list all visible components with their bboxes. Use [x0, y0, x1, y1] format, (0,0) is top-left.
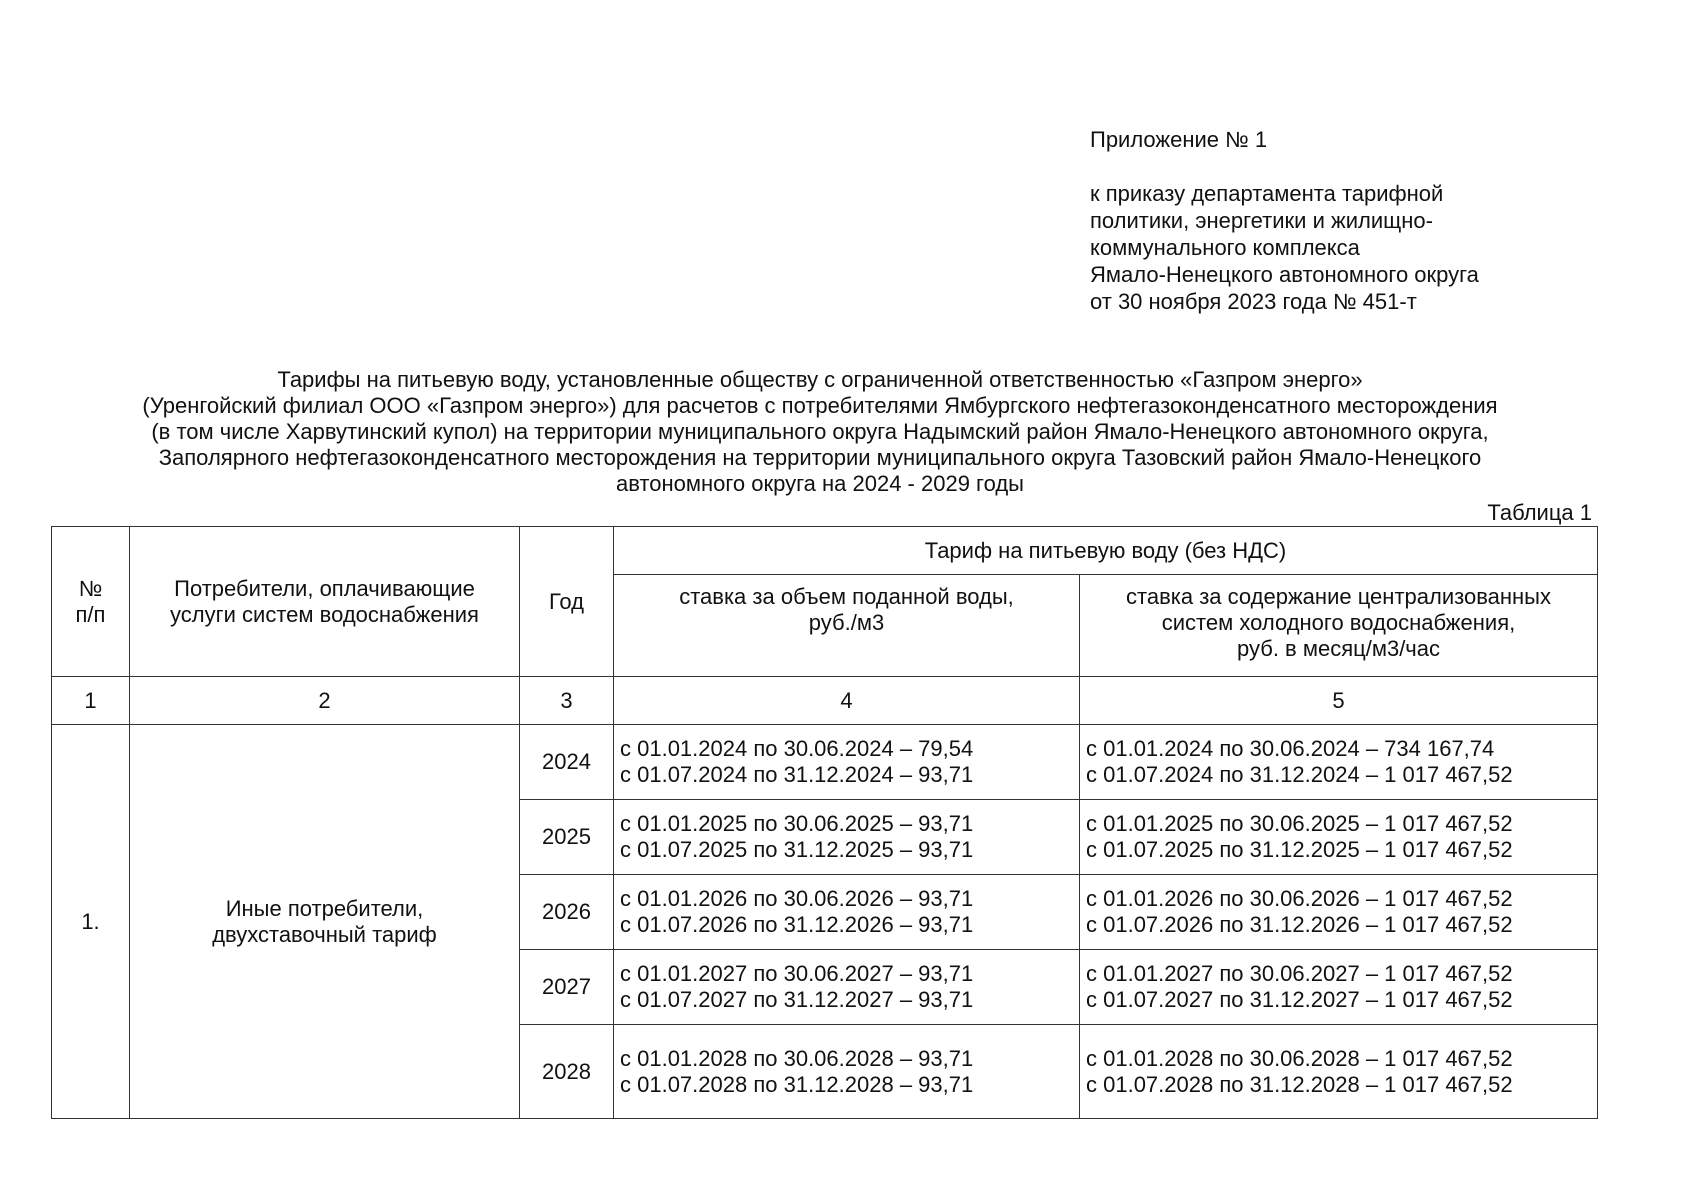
row-number: 1.: [52, 725, 130, 1119]
maintenance-rate-cell: [1080, 800, 1598, 875]
title-line: автономного округа на 2024 - 2029 годы: [615, 471, 1024, 496]
header-maint-line: ставка за содержание централизованных: [1126, 584, 1551, 609]
rate-line: с 01.01.2028 по 30.06.2028 – 93,71: [620, 1045, 974, 1071]
year-cell: 2028: [520, 1025, 614, 1119]
rate-line: с 01.07.2028 по 31.12.2028 – 1 017 467,52: [1086, 1071, 1513, 1097]
appendix-line: к приказу департамента тарифной: [1090, 181, 1444, 206]
appendix-line: коммунального комплекса: [1090, 235, 1360, 260]
rate-line: с 01.01.2028 по 30.06.2028 – 1 017 467,52: [1086, 1045, 1513, 1071]
appendix-line: от 30 ноября 2023 года № 451-т: [1090, 289, 1417, 314]
rate-line: с 01.01.2026 по 30.06.2026 – 93,71: [620, 886, 974, 911]
rate-line: с 01.01.2026 по 30.06.2026 – 1 017 467,52: [1086, 886, 1513, 911]
rate-line: с 01.07.2024 по 31.12.2024 – 93,71: [620, 762, 974, 787]
appendix-gap: [1090, 153, 1610, 180]
appendix-block: [1090, 126, 1610, 315]
column-number: 3: [520, 677, 614, 725]
rate-line: с 01.07.2026 по 31.12.2026 – 93,71: [620, 912, 974, 937]
rate-line: с 01.07.2025 по 31.12.2025 – 93,71: [620, 837, 974, 862]
header-volume-line: руб./м3: [808, 610, 885, 635]
maintenance-rate-cell: [1080, 725, 1598, 800]
header-num: [52, 527, 130, 677]
header-num-line: п/п: [75, 601, 106, 627]
column-number: 2: [130, 677, 520, 725]
rate-line: с 01.07.2024 по 31.12.2024 – 1 017 467,52: [1086, 762, 1513, 787]
title-line: Тарифы на питьевую воду, установленные обществу с ограниченной ответственностью «Газпром энерго»: [277, 367, 1363, 392]
appendix-line: политики, энергетики и жилищно-: [1090, 208, 1433, 233]
header-volume-rate: [614, 575, 1080, 677]
volume-rate-cell: [614, 875, 1080, 950]
rate-line: с 01.07.2027 по 31.12.2027 – 1 017 467,52: [1086, 987, 1513, 1012]
header-consumers-line: услуги систем водоснабжения: [170, 601, 479, 627]
title-line: (Уренгойский филиал ООО «Газпром энерго») для расчетов с потребителями Ямбургского нефтегазоконденсатного месторождения: [142, 393, 1498, 418]
maintenance-rate-cell: [1080, 1025, 1598, 1119]
year-cell: 2024: [520, 725, 614, 800]
volume-rate-cell: [614, 950, 1080, 1025]
header-num-line: №: [78, 575, 103, 601]
table-label: Таблица 1: [1487, 500, 1592, 525]
document-title: [40, 367, 1600, 497]
year-cell: 2027: [520, 950, 614, 1025]
header-volume-line: ставка за объем поданной воды,: [679, 584, 1014, 609]
header-year: Год: [520, 527, 614, 677]
table-row: [52, 725, 1598, 800]
column-number: 1: [52, 677, 130, 725]
rate-line: с 01.01.2027 по 30.06.2027 – 1 017 467,52: [1086, 961, 1513, 986]
tariff-table: [51, 526, 1598, 1119]
column-number: 5: [1080, 677, 1598, 725]
title-line: (в том числе Харвутинский купол) на территории муниципального округа Надымский район Ямало-Ненецкого автономного округа,: [151, 419, 1489, 444]
year-cell: 2025: [520, 800, 614, 875]
year-cell: 2026: [520, 875, 614, 950]
volume-rate-cell: [614, 1025, 1080, 1119]
header-consumers-line: Потребители, оплачивающие: [174, 575, 475, 601]
header-consumers: [130, 527, 520, 677]
header-row: [52, 527, 1598, 575]
rate-line: с 01.01.2027 по 30.06.2027 – 93,71: [620, 961, 974, 986]
title-line: Заполярного нефтегазоконденсатного месторождения на территории муниципального округа Тазовский район Ямало-Ненецкого: [158, 445, 1482, 470]
rate-line: с 01.07.2026 по 31.12.2026 – 1 017 467,52: [1086, 912, 1513, 937]
volume-rate-cell: [614, 800, 1080, 875]
rate-line: с 01.07.2025 по 31.12.2025 – 1 017 467,52: [1086, 837, 1513, 862]
appendix-line: Ямало-Ненецкого автономного округа: [1090, 262, 1479, 287]
consumer-line: Иные потребители,: [225, 895, 424, 921]
rate-line: с 01.01.2024 по 30.06.2024 – 734 167,74: [1086, 736, 1495, 761]
header-maint-line: руб. в месяц/м3/час: [1236, 636, 1441, 661]
rate-line: с 01.01.2024 по 30.06.2024 – 79,54: [620, 736, 974, 761]
column-numbers-row: [52, 677, 1598, 725]
column-number: 4: [614, 677, 1080, 725]
rate-line: с 01.07.2027 по 31.12.2027 – 93,71: [620, 987, 974, 1012]
header-maintenance-rate: [1080, 575, 1598, 677]
header-maint-line: систем холодного водоснабжения,: [1161, 610, 1516, 635]
consumer-line: двухставочный тариф: [212, 921, 437, 947]
maintenance-rate-cell: [1080, 950, 1598, 1025]
rate-line: с 01.01.2025 по 30.06.2025 – 1 017 467,52: [1086, 811, 1513, 836]
consumer-cell: [130, 725, 520, 1119]
rate-line: с 01.01.2025 по 30.06.2025 – 93,71: [620, 811, 974, 836]
appendix-heading: Приложение № 1: [1090, 127, 1268, 152]
header-tariff-group: Тариф на питьевую воду (без НДС): [614, 527, 1598, 575]
rate-line: с 01.07.2028 по 31.12.2028 – 93,71: [620, 1071, 974, 1097]
maintenance-rate-cell: [1080, 875, 1598, 950]
volume-rate-cell: [614, 725, 1080, 800]
